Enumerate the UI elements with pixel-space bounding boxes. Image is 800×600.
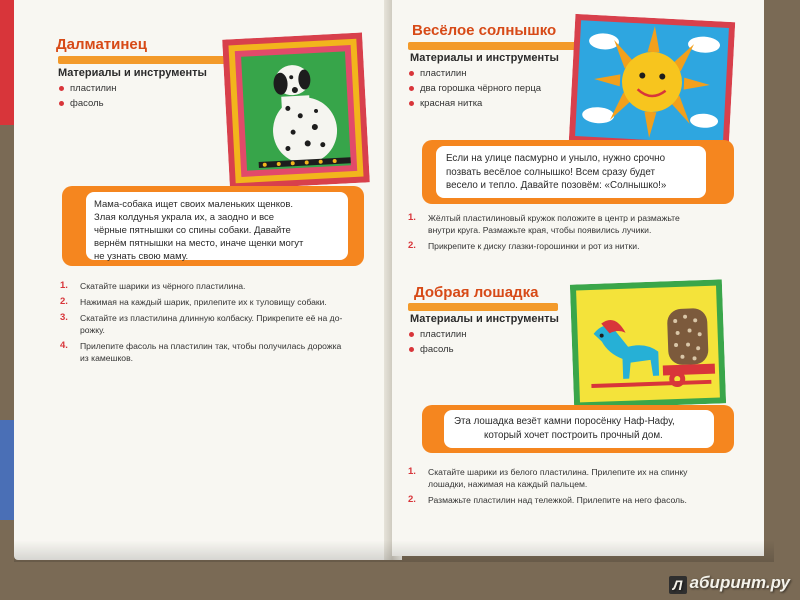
dalmatian-title: Далматинец xyxy=(56,36,147,53)
horse-steps xyxy=(406,466,746,510)
list-item: два горошка чёрного перца xyxy=(408,81,541,96)
step-item xyxy=(406,212,746,236)
sun-materials-list xyxy=(408,66,541,111)
dalmatian-callout xyxy=(62,186,364,266)
sun-illustration xyxy=(569,14,735,150)
step-text: Прикрепите к диску глазки-горошинки и рот из нитки. xyxy=(428,241,640,251)
step-text: внутри круга. Размажьте края, чтобы появились лучики. xyxy=(428,225,652,235)
sun-callout xyxy=(422,140,734,204)
labirint-logo-icon: Л xyxy=(669,576,687,594)
step-number: 2. xyxy=(408,240,416,251)
horse-illustration xyxy=(570,279,726,408)
watermark-text: абиринт.ру xyxy=(689,573,790,592)
dalmatian-steps xyxy=(58,280,378,368)
sun-story xyxy=(436,146,706,198)
step-number: 2. xyxy=(60,296,68,307)
story-line: Мама-собака ищет своих маленьких щенков. xyxy=(94,199,294,210)
story-line: Злая колдунья украла их, а заодно и все xyxy=(94,212,275,223)
step-text: Скатайте шарики из чёрного пластилина. xyxy=(80,281,246,291)
story-line: позвать весёлое солнышко! Всем сразу будет xyxy=(446,166,655,178)
story-line: весело и тепло. Давайте позовём: «Солнышко!» xyxy=(446,180,667,191)
step-text: из камешков. xyxy=(80,353,134,363)
dalmatian-title-bar xyxy=(58,56,248,64)
horse-story xyxy=(444,410,714,448)
dalmatian-illustration xyxy=(222,32,370,189)
step-item xyxy=(406,466,746,490)
step-text: Размажьте пластилин над тележкой. Прилепите на него фасоль. xyxy=(428,495,687,505)
step-number: 2. xyxy=(408,494,416,505)
story-line: вернём пятнышки на место, иначе щенки могут xyxy=(94,238,304,249)
watermark xyxy=(669,573,790,594)
dalmatian-story xyxy=(86,192,348,260)
left-page xyxy=(14,0,392,560)
horse-callout xyxy=(422,405,734,453)
page-bottom-shadow xyxy=(14,540,774,562)
step-text: Скатайте шарики из белого пластилина. Прилепите их на спинку xyxy=(428,467,688,477)
list-item: фасоль xyxy=(58,96,116,111)
step-number: 3. xyxy=(60,312,68,323)
sun-title: Весёлое солнышко xyxy=(412,22,557,39)
dalmatian-picture xyxy=(222,32,370,189)
list-item: красная нитка xyxy=(408,96,541,111)
sun-materials-heading: Материалы и инструменты xyxy=(410,52,559,64)
list-item: пластилин xyxy=(408,327,466,342)
step-number: 1. xyxy=(408,212,416,223)
story-line: не узнать свою маму. xyxy=(94,251,189,262)
step-item xyxy=(58,296,378,308)
step-text: Прилепите фасоль на пластилин так, чтобы получилась дорожка xyxy=(80,341,342,351)
step-item xyxy=(406,240,746,252)
horse-title: Добрая лошадка xyxy=(414,284,539,301)
horse-materials-list xyxy=(408,327,466,357)
step-item xyxy=(58,280,378,292)
step-text: Нажимая на каждый шарик, прилепите их к туловищу собаки. xyxy=(80,297,327,307)
list-item: пластилин xyxy=(58,81,116,96)
step-text: лошадки, нажимая на каждый пальцем. xyxy=(428,479,588,489)
step-text: рожку. xyxy=(80,325,105,335)
right-page xyxy=(392,0,764,556)
story-line: который хочет построить прочный дом. xyxy=(484,429,663,441)
dalmatian-materials-list xyxy=(58,81,116,111)
sun-title-bar xyxy=(408,42,578,50)
horse-materials-heading: Материалы и инструменты xyxy=(410,313,559,325)
step-item xyxy=(58,340,378,364)
step-text: Скатайте из пластилина длинную колбаску. Прикрепите её на до- xyxy=(80,313,343,323)
story-line: Если на улице пасмурно и уныло, нужно срочно xyxy=(446,153,666,164)
horse-picture xyxy=(570,279,726,408)
story-line: чёрные пятнышки со спины собаки. Давайте xyxy=(94,225,291,236)
dalmatian-materials-heading: Материалы и инструменты xyxy=(58,67,207,79)
step-item xyxy=(406,494,746,506)
sun-steps xyxy=(406,212,746,256)
list-item: пластилин xyxy=(408,66,541,81)
step-item xyxy=(58,312,378,336)
step-text: Жёлтый пластилиновый кружок положите в центр и размажьте xyxy=(428,213,680,223)
horse-title-bar xyxy=(408,303,558,311)
step-number: 4. xyxy=(60,340,68,351)
list-item: фасоль xyxy=(408,342,466,357)
story-line: Эта лошадка везёт камни поросёнку Наф-Нафу, xyxy=(454,416,675,427)
sun-picture xyxy=(569,14,735,150)
step-number: 1. xyxy=(408,466,416,477)
step-number: 1. xyxy=(60,280,68,291)
